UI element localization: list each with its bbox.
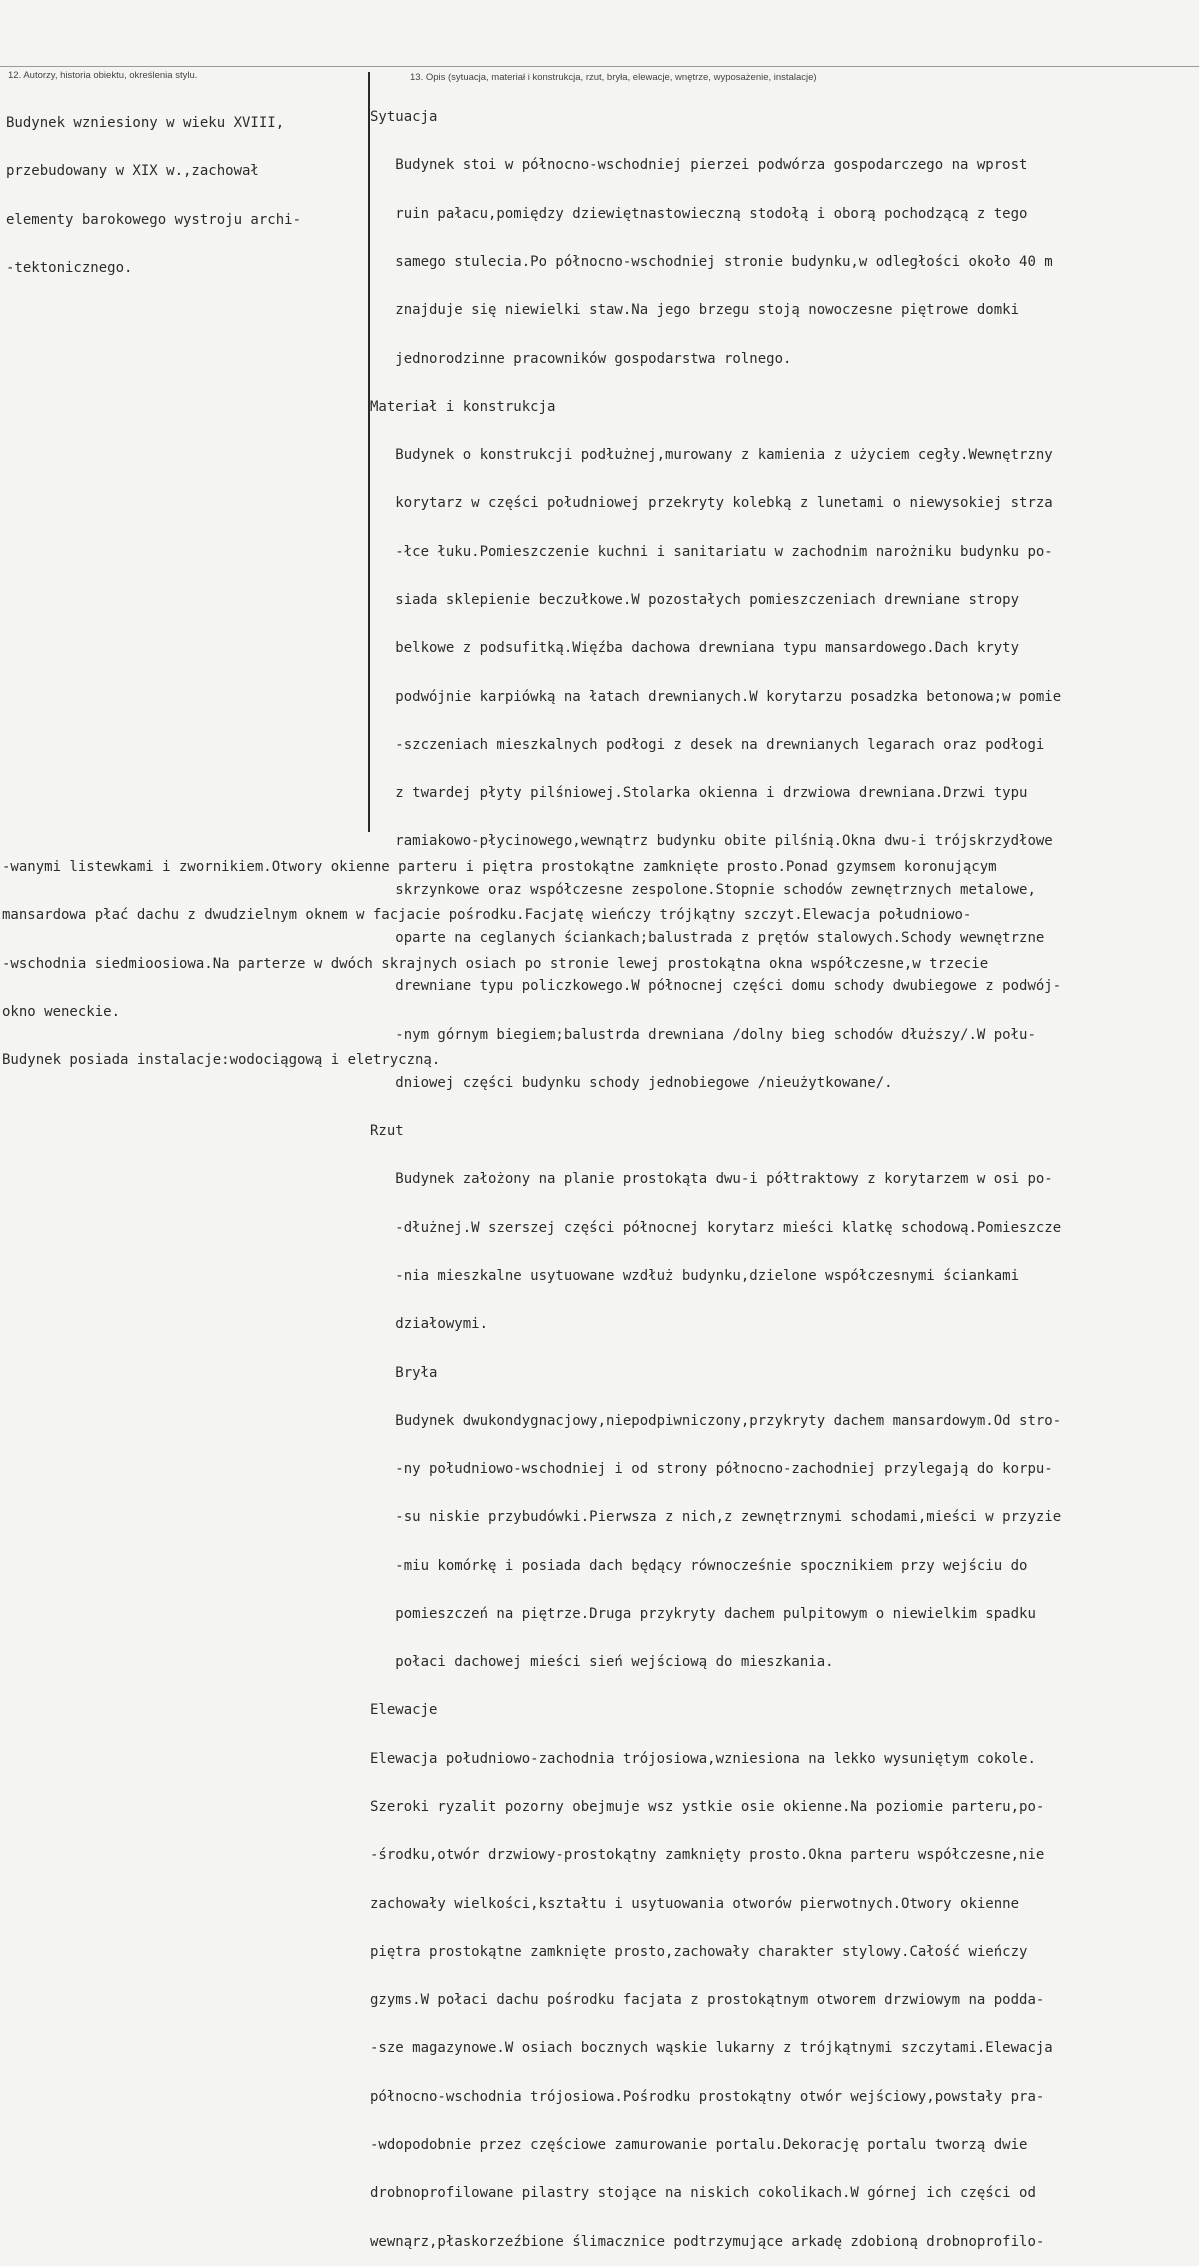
continuation-text: [2, 827, 997, 1085]
typed-line: połaci dachowej mieści sień wejściową do mieszkania.: [370, 1654, 834, 1671]
typed-line: korytarz w części południowej przekryty kolebką z lunetami o niewysokiej strza: [370, 495, 1053, 512]
typed-line: -wschodnia siedmioosiowa.Na parterze w dwóch skrajnych osiach po stronie lewej prostokątna okna współczesne,w trzecie: [2, 955, 989, 972]
typed-line: oparte na ceglanych ściankach;balustrada z prętów stalowych.Schody wewnętrzne: [370, 929, 1045, 946]
typed-line: -nia mieszkalne usytuowane wzdłuż budynku,dzielone współczesnymi ściankami: [370, 1267, 1020, 1284]
typed-line: -ny południowo-wschodniej i od strony północno-zachodniej przylegają do korpu-: [370, 1461, 1053, 1478]
description-text: [370, 77, 1061, 2266]
typed-line: -szczeniach mieszkalnych podłogi z desek na drewnianych legarach oraz podłogi: [370, 736, 1045, 753]
typed-line: samego stulecia.Po północno-wschodniej stronie budynku,w odległości około 40 m: [370, 254, 1053, 271]
typed-line: działowymi.: [370, 1316, 489, 1333]
field-12-label: 12. Autorzy, historia obiektu, określenia stylu.: [8, 70, 198, 81]
heading-material: Materiał i konstrukcja: [370, 398, 556, 415]
form-horizontal-rule: [0, 66, 1199, 67]
typed-line: znajduje się niewielki staw.Na jego brzegu stoją nowoczesne piętrowe domki: [370, 302, 1020, 319]
heading-elewacje: Elewacje: [370, 1702, 438, 1719]
typed-line: ramiakowo-płycinowego,wewnątrz budynku obite pilśnią.Okna dwu-i trójskrzydłowe: [370, 833, 1053, 850]
typed-line: północno-wschodnia trójosiowa.Pośrodku prostokątny otwór wejściowy,powstały pra-: [370, 2088, 1045, 2105]
typed-line: -wdopodobnie przez częściowe zamurowanie portalu.Dekorację portalu tworzą dwie: [370, 2137, 1028, 2153]
typed-line: ruin pałacu,pomiędzy dziewiętnastowieczną stodołą i oborą pochodzącą z tego: [370, 205, 1028, 222]
typed-line: Szeroki ryzalit pozorny obejmuje wsz ystkie osie okienne.Na poziomie parteru,po-: [370, 1799, 1045, 1816]
typed-line: Budynek wzniesiony w wieku XVIII,: [6, 115, 285, 132]
heading-sytuacja: Sytuacja: [370, 109, 438, 126]
typed-line: -wanymi listewkami i zwornikiem.Otwory okienne parteru i piętra prostokątne zamknięte prosto.Ponad gzymsem koronującym: [2, 859, 997, 876]
typed-line: okno weneckie.: [2, 1004, 121, 1021]
typed-line: elementy barokowego wystroju archi-: [6, 211, 302, 228]
typed-line: Budynek dwukondygnacjowy,niepodpiwniczony,przykryty dachem mansardowym.Od stro-: [370, 1412, 1062, 1429]
typed-line: z twardej płyty pilśniowej.Stolarka okienna i drzwiowa drewniana.Drzwi typu: [370, 785, 1028, 802]
typed-line: -środku,otwór drzwiowy-prostokątny zamknięty prosto.Okna parteru współczesne,nie: [370, 1847, 1045, 1864]
typed-line: Elewacja południowo-zachodnia trójosiowa,wzniesiona na lekko wysuniętym cokole.: [370, 1750, 1036, 1767]
typed-line: -sze magazynowe.W osiach bocznych wąskie lukarny z trójkątnymi szczytami.Elewacja: [370, 2040, 1053, 2057]
typed-line: siada sklepienie beczułkowe.W pozostałych pomieszczeniach drewniane stropy: [370, 592, 1020, 608]
typed-line: pomieszczeń na piętrze.Druga przykryty dachem pulpitowym o niewielkim spadku: [370, 1605, 1036, 1622]
typed-line: Budynek stoi w północno-wschodniej pierzei podwórza gospodarczego na wprost: [370, 157, 1028, 174]
typed-line: -łce łuku.Pomieszczenie kuchni i sanitariatu w zachodnim narożniku budynku po-: [370, 543, 1053, 560]
typed-line: Budynek o konstrukcji podłużnej,murowany z kamienia z użyciem cegły.Wewnętrzny: [370, 447, 1053, 464]
installations-line: Budynek posiada instalacje:wodociągową i eletryczną.: [2, 1052, 441, 1069]
typed-line: belkowe z podsufitką.Więźba dachowa drewniana typu mansardowego.Dach kryty: [370, 640, 1020, 657]
typed-line: -nym górnym biegiem;balustrda drewniana /dolny bieg schodów dłuższy/.W połu-: [370, 1026, 1036, 1043]
typed-line: piętra prostokątne zamknięte prosto,zachowały charakter stylowy.Całość wieńczy: [370, 1943, 1028, 1960]
typed-line: mansardowa płać dachu z dwudzielnym oknem w facjacie pośrodku.Facjatę wieńczy trójkątny szczyt.Elewacja południowo-: [2, 907, 972, 924]
typed-line: -miu komórkę i posiada dach będący równocześnie spocznikiem przy wejściu do: [370, 1557, 1028, 1574]
typed-line: podwójnie karpiówką na łatach drewnianych.W korytarzu posadzka betonowa;w pomie: [370, 688, 1062, 705]
typed-line: gzyms.W połaci dachu pośrodku facjata z prostokątnym otworem drzwiowym na podda-: [370, 1992, 1045, 2009]
heading-rzut: Rzut: [370, 1123, 404, 1140]
typed-line: -su niskie przybudówki.Pierwsza z nich,z zewnętrznymi schodami,mieści w przyzie: [370, 1509, 1062, 1526]
typed-line: -dłużnej.W szerszej części północnej korytarz mieści klatkę schodową.Pomieszcze: [370, 1219, 1062, 1236]
typed-line: dniowej części budynku schody jednobiegowe /nieużytkowane/.: [370, 1074, 893, 1091]
typed-line: drewniane typu policzkowego.W północnej części domu schody dwubiegowe z podwój-: [370, 978, 1062, 995]
heading-bryla: Bryła: [370, 1364, 438, 1381]
typed-line: Budynek założony na planie prostokąta dwu-i półtraktowy z korytarzem w osi po-: [370, 1171, 1053, 1188]
field-13-label: 13. Opis (sytuacja, materiał i konstrukcja, rzut, bryła, elewacje, wnętrze, wyposażenie, instalacje): [410, 72, 817, 83]
authors-history-text: [6, 83, 301, 292]
typed-line: drobnoprofilowane pilastry stojące na niskich cokolikach.W górnej ich części od: [370, 2185, 1036, 2202]
typed-line: wewnąrz,płaskorzeźbione ślimacznice podtrzymujące arkadę zdobioną drobnoprofilo-: [370, 2233, 1045, 2250]
typed-line: skrzynkowe oraz współczesne zespolone.Stopnie schodów zewnętrznych metalowe,: [370, 881, 1036, 898]
typed-line: przebudowany w XIX w.,zachował: [6, 163, 259, 180]
typed-line: jednorodzinne pracowników gospodarstwa rolnego.: [370, 350, 792, 367]
typed-line: -tektonicznego.: [6, 260, 133, 277]
typed-line: zachowały wielkości,kształtu i usytuowania otworów pierwotnych.Otwory okienne: [370, 1895, 1020, 1912]
